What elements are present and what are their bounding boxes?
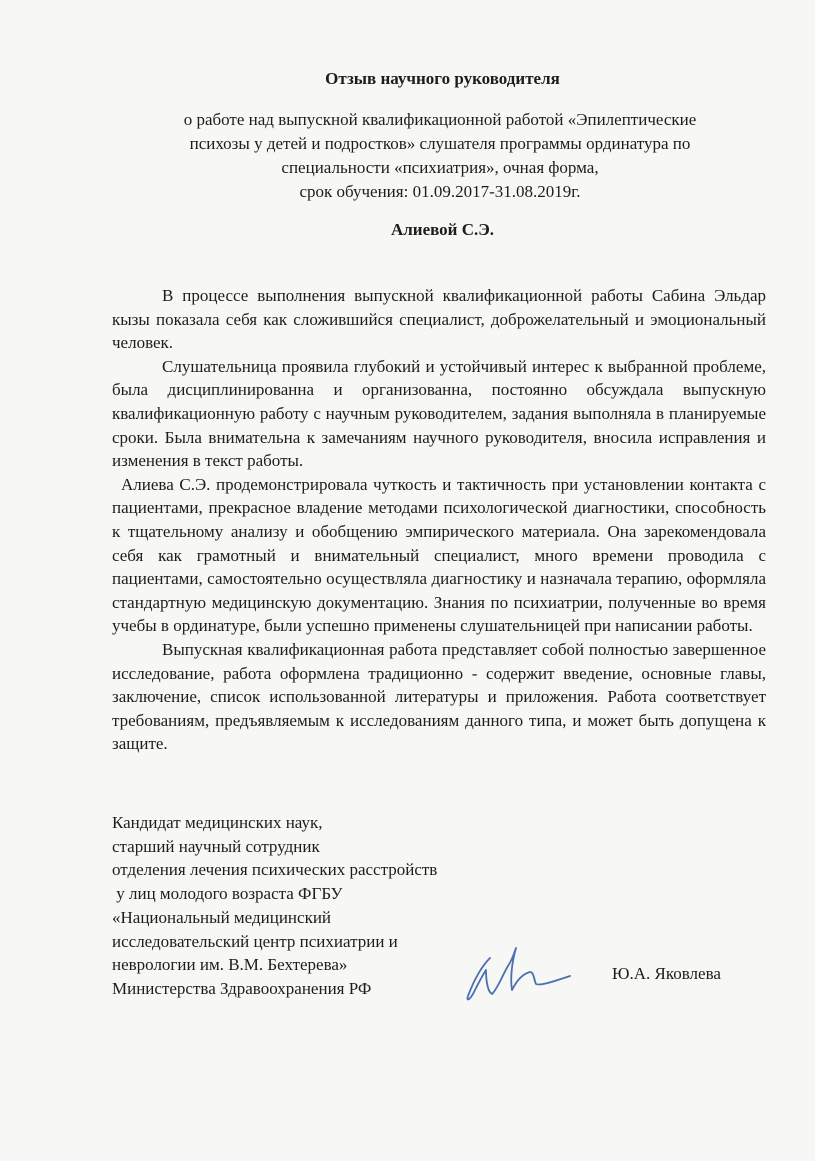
paragraph: Выпускная квалификационная работа представляет собой полностью завершенное исследование, работа оформлена традиционно - содержит введение, основные главы, заключение, список использованной литературы и приложения. Работа соответствует требованиям, предъявляемым к исследованиям данного типа, и может быть допущена к защите. — [112, 639, 766, 754]
credential-line: неврологии им. В.М. Бехтерева» — [112, 955, 348, 975]
subtitle-line: о работе над выпускной квалификационной работой «Эпилептические — [183, 110, 697, 129]
credential-line: Кандидат медицинских наук, — [112, 813, 323, 832]
subtitle-line: специальности «психиатрия», очная форма, — [281, 158, 599, 177]
credential-line: отделения лечения психических расстройств — [112, 860, 438, 880]
handwritten-signature — [452, 930, 582, 1010]
credential-line: старший научный сотрудник — [112, 836, 320, 856]
paragraph: Слушательница проявила глубокий и устойчивый интерес к выбранной проблеме, была дисциплинированна и организованна, постоянно обсуждала выпускную квалификационную работу с научным руководителем, задания выполняла в планируемые сроки. Была внимательна к замечаниям научного руководителя, вносила исправления и изменения в текст работы. — [112, 356, 766, 471]
signer-name: Ю.А. Яковлева — [612, 964, 721, 983]
signatory-credentials — [112, 811, 437, 1001]
paragraph: В процессе выполнения выпускной квалификационной работы Сабина Эльдар кызы показала себя как сложившийся специалист, доброжелательный и эмоциональный человек. — [112, 286, 766, 353]
credential-line: «Национальный медицинский — [112, 907, 332, 927]
review-body — [112, 284, 766, 756]
credential-line: исследовательский центр психиатрии и — [112, 931, 398, 951]
subtitle-line: психозы у детей и подростков» слушателя программы ординатура по — [189, 134, 691, 153]
document-subtitle — [120, 108, 760, 204]
credential-line: у лиц молодого возраста ФГБУ — [112, 884, 343, 904]
document-title: Отзыв научного руководителя — [325, 69, 560, 88]
credential-line: Министерства Здравоохранения РФ — [112, 978, 372, 998]
subtitle-line: срок обучения: 01.09.2017-31.08.2019г. — [299, 182, 581, 201]
student-name: Алиевой С.Э. — [390, 220, 495, 239]
paragraph: Алиева С.Э. продемонстрировала чуткость и тактичность при установлении контакта с пациентами, прекрасное владение методами психологической диагностики, способность к тщательному анализу и обобщению эмпирического материала. Она зарекомендовала себя как грамотный и внимательный специалист, много времени проводила с пациентами, самостоятельно осуществляла диагностику и назначала терапию, оформляла стандартную медицинскую документацию. Знания по психиатрии, полученные во время учебы в ординатуре, были успешно применены слушательницей при написании работы. — [112, 474, 766, 636]
